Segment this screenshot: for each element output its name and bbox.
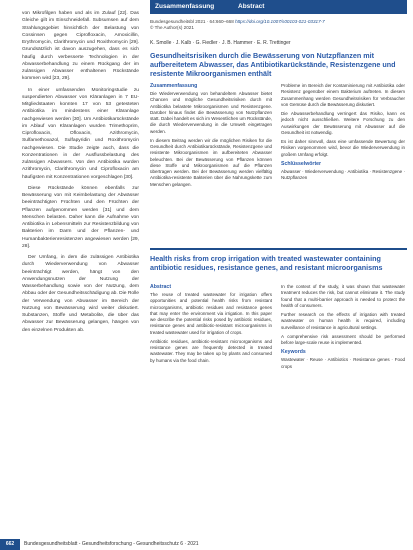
copyright: © The Author(s) 2021 — [150, 25, 194, 31]
title-german: Gesundheitsrisiken durch die Bewässerung von Nutzpflanzen mit aufbereitetem Abwasser, das Antibiotikarückstände, Resistenzgene und resistente Mikroorganismen enthält — [150, 51, 396, 78]
abstract-paragraph: In the context of the study, it was shown that wastewater treatment reduces the risk, but cannot eliminate it. The study found that a multi-barrier approach is needed to protect the health of consumers. — [281, 284, 405, 308]
keywords-de: Abwasser · Wiederverwendung · Antibiotika · Resistenzgene · Nutzpflanzen — [281, 168, 405, 180]
left-paragraph: In einer umfassenden Monitoringstudie zu suspendierten Abwasser von Kläranlagen in 7 EU-Mitgliedstaaten konnten 17 von 53 getesteten Antibiotika im mindestens einer Kläranlage nachgewiesen werden [30]. Um Antibiotikarückstände im Ablauf von Kläranlagen wurden Trimethoprim, Ciprofloxacin, Ofloxacin, Azithromycin, Sulfamethoxazol, Sulfapyridin und Roxithromycin nachgewiesen. Die Studie zeigte auch, dass die Konzentrationen in der Ausflussbelastung des zulässigen Abwassers. Von den Antibiotika wurden Azithromycin, Clarithromycin und Ciprofloxacin am häufigsten mit Konzentrationen vorgeschlagen [30]. — [22, 87, 139, 180]
left-paragraph: Der Umfang, in dem die zulässigen Antibiotika durch Wiederverwendung von Abwasser beeinträchtigt werden, hängt von den Anwendungsnutzen der Nutzung der Wasserbehandlung sowie von der Nutzung, dem Abbau oder der Gesundheitsschädigung ab. Die Rolle der Verwendung von Abwasser im Bereich der Nutzung von Bewässerung wird weiter diskutiert. Substanzen, Stoffe und Metabolite, die über das Abwasser zur Bewässerung gelangen, hängen von den einzelnen Produkten ab. — [22, 255, 139, 333]
doi-link[interactable]: https://doi.org/10.1007/s00103-021-03317-7 — [235, 19, 325, 24]
left-paragraph: Diese Rückstände können ebenfalls zur Bewässerung von mit Keimbelastung der Abwässer beeinträchtigten Früchten und den Früchten der Pflanzen aufgenommen werden [31] und dem Menschen belasten. Daher kann die Aufnahme von Antibiotika in Lebensmitteln zur Resistenzbildung von Bakterien im Darm und der Pflanzen- und Humanbakterienresistenzen angewiesen werden [29, 28]. — [22, 185, 139, 249]
abstract-paragraph: The reuse of treated wastewater for irrigation offers opportunities and potential health risks from resistant microorganisms, antibiotic residues and resistance genes that may enter the environment via irrigation. In this paper we describe the potential risks posed by antibiotic residues, resistance genes and antibiotic-resistant microorganisms in treated wastewater used for irrigation of crops. — [150, 292, 272, 335]
abstract-paragraph: A comprehensive risk assessment should be performed before large-scale reuse is implemented. — [281, 333, 405, 345]
zusammenfassung-column-1 — [150, 83, 272, 191]
section-divider — [150, 248, 407, 250]
page-footer — [0, 539, 413, 550]
zusammenfassung-paragraph: Es ist daher sinnvoll, dass eine umfassende Bewertung der Risiken vorgenommen wird, bevor die Wiederverwendung in großem Umfang erfolgt. — [281, 139, 405, 157]
abstract-paragraph: Further research on the effects of irrigation with treated wastewater on human health is required, including surveillance of resistance in agricultural settings. — [281, 312, 405, 330]
abstract-column-2 — [281, 284, 405, 373]
tab-abstract[interactable]: Abstract — [238, 3, 265, 10]
left-column — [22, 10, 139, 338]
section-header-bar — [150, 0, 407, 14]
title-english: Health risks from crop irrigation with treated wastewater containing antibiotic residues, resistance genes, and resistant microorganisms — [150, 254, 383, 272]
authors: K. Smolle · J. Kalb · G. Fiedler · J. B. Hammer · E. R. Trettinger — [150, 40, 291, 46]
keywords-en: Wastewater · Reuse · Antibiotics · Resistance genes · Food crops — [281, 357, 405, 369]
zusammenfassung-paragraph: In diesem Beitrag werden wir die möglichen Risiken für die Gesundheit durch Antibiotikarückstände, Resistenzgene und resistente Mikroorganismen im aufbereiteten Abwasser beleuchten. Bei der Bewässerung von Pflanzen können diese Stoffe und Mikroorganismen auf die Pflanzen übertragen werden. Bei der Bewässerung werden vielfältig Antibiotika-resistente Bakterien über die Nahrungskette zum Menschen gelangen. — [150, 137, 272, 187]
page-number: 662 — [0, 539, 20, 550]
keywords-de-heading: Schlüsselwörter — [281, 160, 322, 167]
zusammenfassung-column-2 — [281, 83, 405, 184]
journal-name: Bundesgesundheitsblatt - Gesundheitsforschung - Gesundheitsschutz 6 · 2021 — [24, 541, 199, 547]
zusammenfassung-heading: Zusammenfassung — [150, 83, 198, 89]
zusammenfassung-paragraph: Die Wiederverwendung von behandeltem Abwasser bietet Chancen und mögliche Gesundheitsrisiken durch mit Antibiotika belastete Mikroorganismen und Resistenzgene. Darüber hinaus findet die Bewässerung von Nutzpflanzen statt. Dabei handelt es sich im Wesentlichen um Rückstände, die durch Wiederverwendung in die Umwelt eingetragen werden. — [150, 91, 272, 134]
left-paragraph: von Mikrofilgen haben und als im Zulauf [22]. Das Gleiche gilt im Einschneidefall. Subsumsen auf dem Strahlungsgebiet hinsichtlich der Belastung von Cossinsen gegen Ciprofloxacin, Amoxicillin, Erythromycin, Clarithromycin und Roxithromycin [29]. Grundsätzlich ist davon auszugehen, dass es sich häufig durch verbesserte Technologien in der Abwasserbehandlung zu einem Rückgang der im zulässigen Abwasser enthaltenen Rückstände kommen wird [23, 29]. — [22, 11, 139, 82]
abstract-heading: Abstract — [150, 284, 172, 290]
zusammenfassung-paragraph: Probleme im Bereich der Kontaminierung mit Antibiotika oder Resistenz gegenüber einem Bakterium auftreten. In diesem Zusammenhang werden Gesundheitsrisiken für Verbraucher von Gemüse durch die Bewässerung diskutiert. — [281, 83, 405, 107]
zusammenfassung-paragraph: Die Abwasserbehandlung verringert das Risiko, kann es jedoch nicht ausschließen. Weitere Forschung zu den Auswirkungen der Bewässerung mit Abwasser auf die Gesundheit ist notwendig. — [281, 111, 405, 135]
tab-zusammenfassung[interactable]: Zusammenfassung — [155, 3, 215, 10]
citation: Bundesgesundheitsbl 2021 · 64:660–668 — [150, 19, 234, 24]
keywords-en-heading: Keywords — [281, 349, 306, 356]
citation-meta — [150, 19, 407, 32]
abstract-paragraph: Antibiotic residues, antibiotic-resistant microorganisms and resistance genes are frequently detected in treated wastewater. They may be taken up by plants and consumed by humans via the food chain. — [150, 338, 272, 363]
abstract-column-1 — [150, 284, 272, 367]
